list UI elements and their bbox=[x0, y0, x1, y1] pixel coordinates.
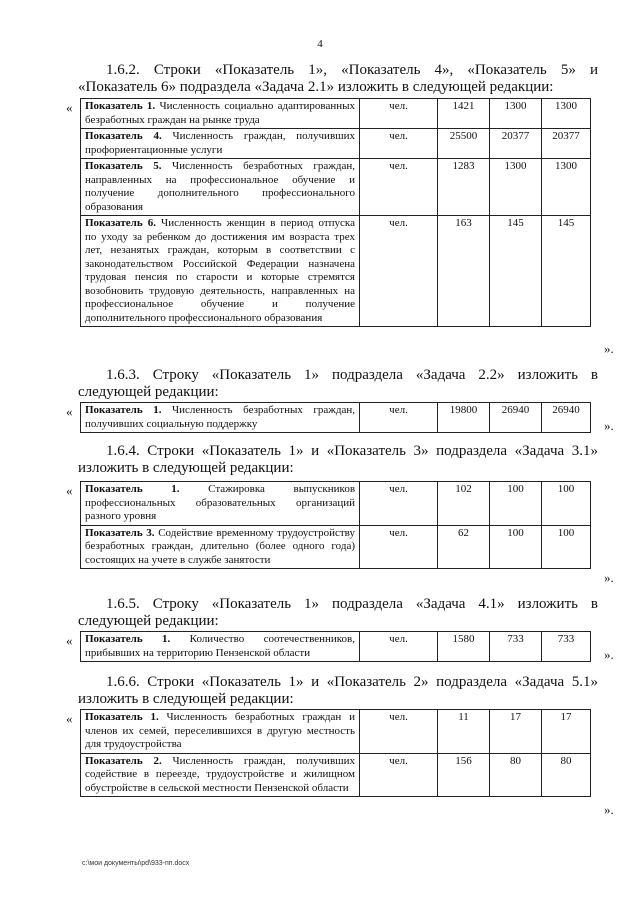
value-cell: 145 bbox=[490, 216, 542, 327]
value-cell: 20377 bbox=[490, 129, 542, 159]
unit-cell: чел. bbox=[360, 632, 438, 662]
quote-close: ». bbox=[604, 802, 614, 817]
value-cell: 1421 bbox=[438, 99, 490, 129]
indicator-description: Показатель 5. Численность безработных граждан, направленных на профессиональное обучение и получение дополнительного профессионального образования bbox=[81, 159, 360, 216]
value-cell: 100 bbox=[542, 482, 591, 526]
quote-close: ». bbox=[604, 341, 614, 356]
value-cell: 80 bbox=[542, 753, 591, 797]
value-cell: 733 bbox=[490, 632, 542, 662]
value-cell: 156 bbox=[438, 753, 490, 797]
unit-cell: чел. bbox=[360, 710, 438, 754]
unit-cell: чел. bbox=[360, 216, 438, 327]
table-row bbox=[81, 403, 591, 433]
quote-open: « bbox=[66, 711, 73, 726]
table-row bbox=[81, 159, 591, 216]
footer-file-path: c:\мои документы\pd\933-пп.docx bbox=[82, 860, 190, 867]
table-row bbox=[81, 482, 591, 526]
value-cell: 733 bbox=[542, 632, 591, 662]
indicators-table bbox=[80, 98, 591, 327]
value-cell: 1300 bbox=[542, 99, 591, 129]
value-cell: 1300 bbox=[542, 159, 591, 216]
table-row bbox=[81, 632, 591, 662]
table-row bbox=[81, 753, 591, 797]
value-cell: 25500 bbox=[438, 129, 490, 159]
indicator-description: Показатель 1. Стажировка выпускников профессиональных образовательных организаций разного уровня bbox=[81, 482, 360, 526]
value-cell: 17 bbox=[490, 710, 542, 754]
value-cell: 100 bbox=[542, 525, 591, 569]
value-cell: 163 bbox=[438, 216, 490, 327]
indicators-table bbox=[80, 402, 591, 433]
section-heading: 1.6.4. Строки «Показатель 1» и «Показатель 3» подраздела «Задача 3.1» изложить в следующей редакции: bbox=[78, 443, 598, 476]
value-cell: 1300 bbox=[490, 159, 542, 216]
table-row bbox=[81, 216, 591, 327]
quote-close: ». bbox=[604, 570, 614, 585]
unit-cell: чел. bbox=[360, 129, 438, 159]
page-number: 4 bbox=[317, 38, 323, 50]
quote-close: ». bbox=[604, 418, 614, 433]
indicator-description: Показатель 2. Численность граждан, получивших содействие в переезде, трудоустройстве и жилищном обустройстве в сельской местности Пензенской области bbox=[81, 753, 360, 797]
indicator-description: Показатель 1. Численность социально адаптированных безработных граждан на рынке труда bbox=[81, 99, 360, 129]
unit-cell: чел. bbox=[360, 525, 438, 569]
value-cell: 80 bbox=[490, 753, 542, 797]
value-cell: 100 bbox=[490, 482, 542, 526]
table-row bbox=[81, 99, 591, 129]
indicator-description: Показатель 1. Численность безработных граждан, получивших социальную поддержку bbox=[81, 403, 360, 433]
indicator-description: Показатель 1. Количество соотечественников, прибывших на территорию Пензенской области bbox=[81, 632, 360, 662]
value-cell: 102 bbox=[438, 482, 490, 526]
quote-open: « bbox=[66, 633, 73, 648]
indicator-description: Показатель 3. Содействие временному трудоустройству безработных граждан, длительно (более одного года) состоящих на учете в службе занятости bbox=[81, 525, 360, 569]
indicators-table bbox=[80, 631, 591, 662]
section-heading: 1.6.2. Строки «Показатель 1», «Показатель 4», «Показатель 5» и «Показатель 6» подраздела «Задача 2.1» изложить в следующей редакции: bbox=[78, 62, 598, 95]
unit-cell: чел. bbox=[360, 403, 438, 433]
indicator-description: Показатель 4. Численность граждан, получивших профориентационные услуги bbox=[81, 129, 360, 159]
quote-close: ». bbox=[604, 647, 614, 662]
table-row bbox=[81, 710, 591, 754]
unit-cell: чел. bbox=[360, 753, 438, 797]
value-cell: 17 bbox=[542, 710, 591, 754]
section-heading: 1.6.5. Строку «Показатель 1» подраздела «Задача 4.1» изложить в следующей редакции: bbox=[78, 596, 598, 629]
value-cell: 11 bbox=[438, 710, 490, 754]
value-cell: 20377 bbox=[542, 129, 591, 159]
value-cell: 26940 bbox=[490, 403, 542, 433]
table-row bbox=[81, 129, 591, 159]
section-heading: 1.6.6. Строки «Показатель 1» и «Показатель 2» подраздела «Задача 5.1» изложить в следующей редакции: bbox=[78, 674, 598, 707]
value-cell: 1580 bbox=[438, 632, 490, 662]
quote-open: « bbox=[66, 404, 73, 419]
value-cell: 1283 bbox=[438, 159, 490, 216]
value-cell: 145 bbox=[542, 216, 591, 327]
unit-cell: чел. bbox=[360, 99, 438, 129]
quote-open: « bbox=[66, 483, 73, 498]
indicators-table bbox=[80, 709, 591, 797]
value-cell: 19800 bbox=[438, 403, 490, 433]
unit-cell: чел. bbox=[360, 159, 438, 216]
value-cell: 62 bbox=[438, 525, 490, 569]
indicators-table bbox=[80, 481, 591, 569]
quote-open: « bbox=[66, 100, 73, 115]
indicator-description: Показатель 6. Численность женщин в период отпуска по уходу за ребенком до достижения им возраста трех лет, незанятых граждан, которым в соответствии с законодательством Российской Федерации назначена трудовая пенсия по старости и которые стремятся возобновить трудовую деятельность, направленных на профессиональное обучение и получение дополнительного профессионального образования bbox=[81, 216, 360, 327]
table-row bbox=[81, 525, 591, 569]
value-cell: 26940 bbox=[542, 403, 591, 433]
indicator-description: Показатель 1. Численность безработных граждан и членов их семей, переселившихся в другую местность для трудоустройства bbox=[81, 710, 360, 754]
value-cell: 100 bbox=[490, 525, 542, 569]
value-cell: 1300 bbox=[490, 99, 542, 129]
section-heading: 1.6.3. Строку «Показатель 1» подраздела «Задача 2.2» изложить в следующей редакции: bbox=[78, 367, 598, 400]
unit-cell: чел. bbox=[360, 482, 438, 526]
